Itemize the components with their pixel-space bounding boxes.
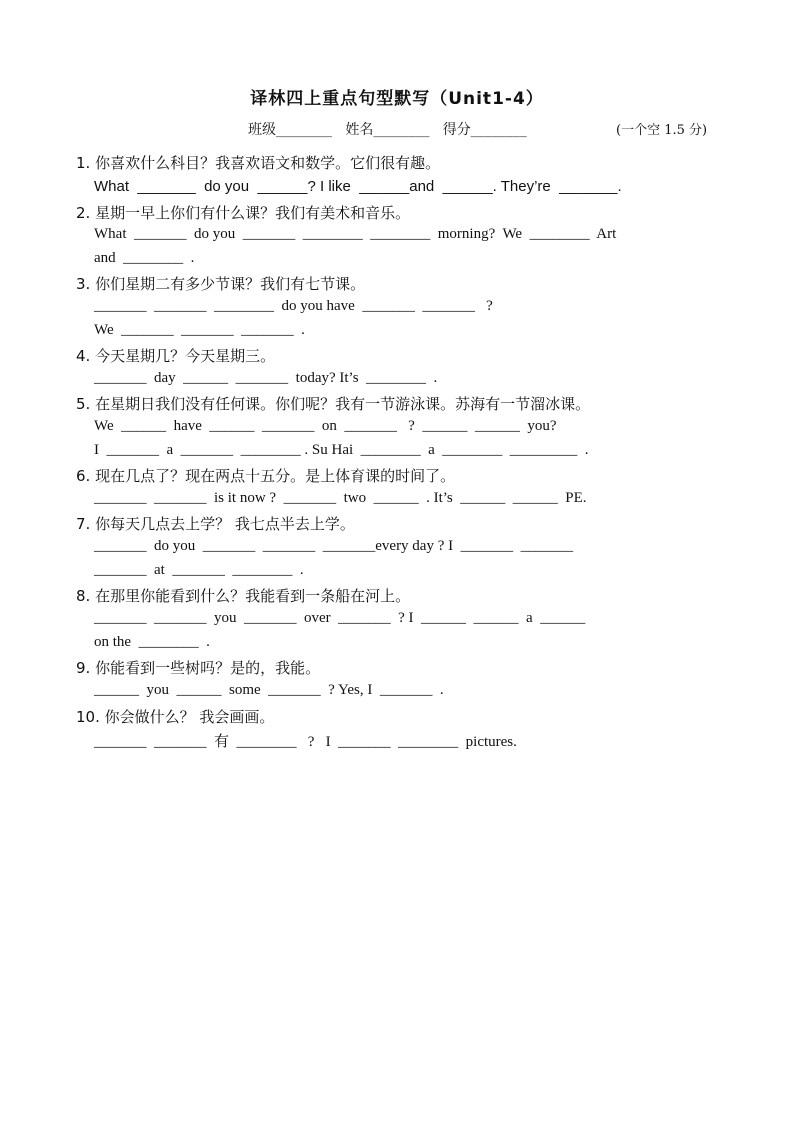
question-6-prompt: 6. 现在几点了？现在两点十五分。是上体育课的时间了。 xyxy=(76,467,456,485)
question-3-line-2[interactable]: We _______ _______ _______ . xyxy=(94,322,305,338)
question-8-line-2[interactable]: on the ________ . xyxy=(94,634,210,650)
question-7-prompt: 7. 你每天几点去上学？ 我七点半去上学。 xyxy=(76,515,355,533)
worksheet-title: 译林四上重点句型默写（Unit1-4） xyxy=(250,89,544,109)
question-8-prompt: 8. 在那里你能看到什么？我能看到一条船在河上。 xyxy=(76,587,411,605)
question-9-prompt: 9. 你能看到一些树吗？是的，我能。 xyxy=(76,659,321,677)
question-3-line-1[interactable]: _______ _______ ________ do you have _______ _______ ? xyxy=(94,298,493,314)
score-field[interactable]: 得分________ xyxy=(442,122,527,138)
name-field[interactable]: 姓名________ xyxy=(345,122,430,138)
question-6-line-1[interactable]: _______ _______ is it now ? _______ two ______ . It’s ______ ______ PE. xyxy=(94,490,587,506)
question-9-line-1[interactable]: ______ you ______ some _______ ? Yes, I _______ . xyxy=(94,682,444,698)
question-3-prompt: 3. 你们星期二有多少节课？我们有七节课。 xyxy=(76,275,366,293)
question-5-line-1[interactable]: We ______ have ______ _______ on _______ ? ______ ______ you? xyxy=(94,418,557,434)
question-5-line-2[interactable]: I _______ a _______ ________ . Su Hai ________ a ________ _________ . xyxy=(94,442,589,458)
question-8-line-1[interactable]: _______ _______ you _______ over _______ ? I ______ ______ a ______ xyxy=(94,610,586,626)
question-1-prompt: 1. 你喜欢什么科目？我喜欢语文和数学。它们很有趣。 xyxy=(76,154,441,172)
question-10-line-1[interactable]: _______ _______ 有 ________ ? I _______ ________ pictures. xyxy=(94,734,517,750)
question-7-line-1[interactable]: _______ do you _______ _______ _______every day ? I _______ _______ xyxy=(94,538,574,554)
question-2-prompt: 2. 星期一早上你们有什么课？我们有美术和音乐。 xyxy=(76,204,411,222)
question-2-line-2[interactable]: and ________ . xyxy=(94,250,195,266)
class-field[interactable]: 班级________ xyxy=(248,122,332,138)
student-info-line xyxy=(248,119,527,139)
question-2-line-1[interactable]: What _______ do you _______ ________ ________ morning? We ________ Art xyxy=(94,226,617,242)
question-10-prompt: 10. 你会做什么？ 我会画画。 xyxy=(76,708,275,726)
question-7-line-2[interactable]: _______ at _______ ________ . xyxy=(94,562,304,578)
question-4-line-1[interactable]: _______ day ______ _______ today? It’s ________ . xyxy=(94,370,438,386)
question-4-prompt: 4. 今天星期几？今天星期三。 xyxy=(76,347,276,365)
question-1-line-1[interactable]: What _______ do you ______? I like ______and ______. They’re _______. xyxy=(94,178,622,195)
score-note: (一个空 1.5 分) xyxy=(616,123,708,138)
question-5-prompt: 5. 在星期日我们没有任何课。你们呢？我有一节游泳课。苏海有一节溜冰课。 xyxy=(76,395,591,413)
